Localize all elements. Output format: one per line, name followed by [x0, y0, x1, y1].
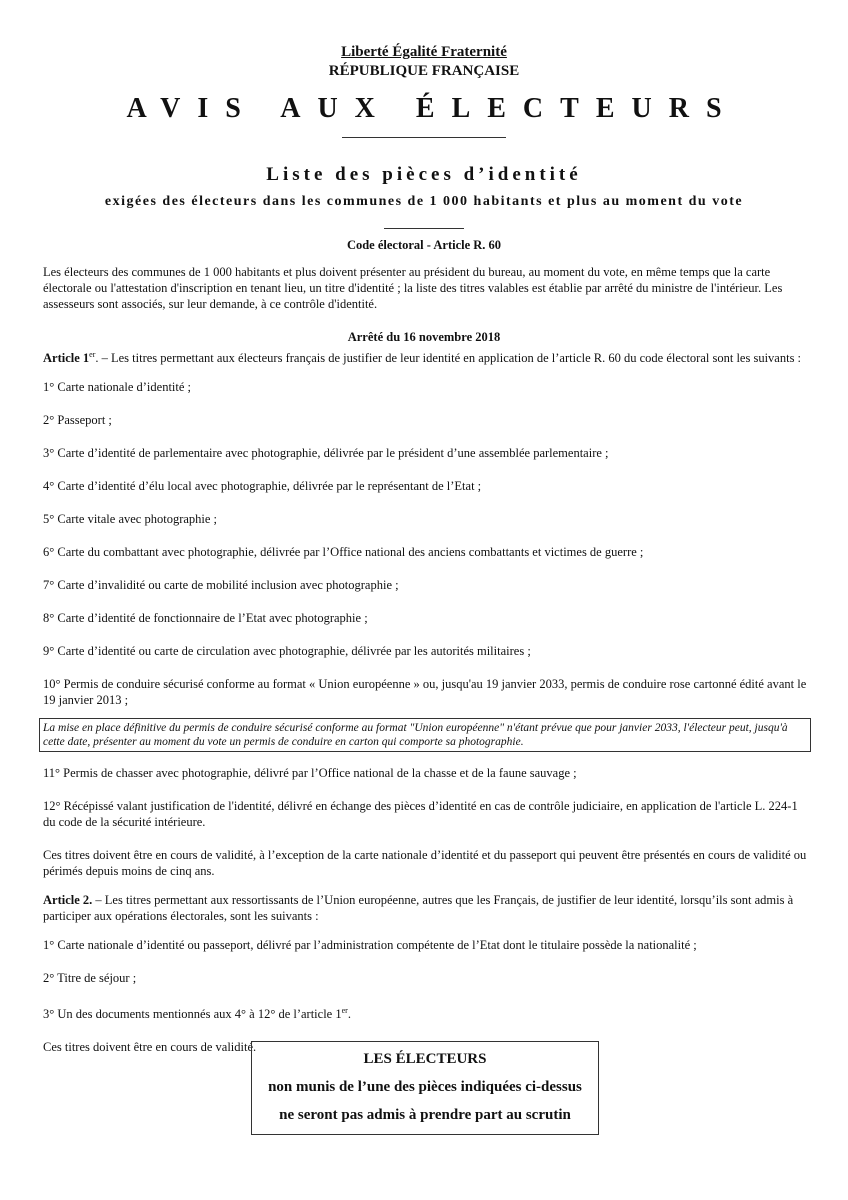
warning-box	[251, 1041, 599, 1135]
article2-validity: Ces titres doivent être en cours de validité.	[43, 1040, 257, 1055]
driving-licence-note: La mise en place définitive du permis de conduire sécurisé conforme au format "Union européenne" n'étant prévue que pour janvier 2033, l'électeur peut, jusqu'à cette date, présenter au moment du vote un permis de conduire en carton qui comporte sa photographie.	[39, 718, 811, 752]
arrete-body	[43, 347, 807, 1068]
republic-motto: Liberté Égalité Fraternité	[341, 44, 507, 60]
list-item: 1° Carte nationale d’identité ou passeport, délivré par l’administration compétente de l’Etat dont le titulaire possède la nationalité ;	[43, 938, 697, 953]
code-text: Les électeurs des communes de 1 000 habitants et plus doivent présenter au président du bureau, au moment du vote, en même temps que la carte électorale ou l'attestation d'inscription en tenant lieu, un titre d'identité ; la liste des titres valables est établie par arrêté du ministre de l'intérieur. Les assesseurs sont associés, sur leur demande, à ce contrôle d'identité.	[43, 265, 783, 311]
article1-sup: er	[89, 350, 96, 359]
list-item: 5° Carte vitale avec photographie ;	[43, 512, 218, 527]
list-item: 12° Récépissé valant justification de l'identité, délivré en échange des pièces d’identité en cas de contrôle judiciaire, en application de l'article L. 224-1 du code de la sécurité intérieure.	[43, 799, 798, 830]
republic-name: RÉPUBLIQUE FRANÇAISE	[328, 63, 520, 79]
article1-validity: Ces titres doivent être en cours de validité, à l’exception de la carte nationale d’identité et du passeport qui peuvent être présentés en cours de validité ou périmés depuis moins de cinq ans.	[43, 848, 807, 879]
article2-label: Article 2.	[43, 893, 93, 908]
list-item: 7° Carte d’invalidité ou carte de mobilité inclusion avec photographie ;	[43, 578, 399, 593]
article1-intro	[43, 347, 807, 366]
list-item: 6° Carte du combattant avec photographie, délivrée par l’Office national des anciens combattants et victimes de guerre ;	[43, 545, 644, 560]
list-item: 10° Permis de conduire sécurisé conforme au format « Union européenne » ou, jusqu'au 19 janvier 2033, permis de conduire rose cartonné édité avant le 19 janvier 2013 ;	[43, 677, 807, 708]
article2-intro-text: – Les titres permettant aux ressortissants de l’Union européenne, autres que les Français, de justifier de leur identité, lorsqu’ils sont admis à participer aux opérations électorales, sont les suivants :	[43, 893, 794, 924]
article1-label: Article 1	[43, 351, 90, 366]
item3-suffix: .	[347, 1007, 351, 1022]
article1-intro-text: . – Les titres permettant aux électeurs français de justifier de leur identité en application de l’article R. 60 du code électoral sont les suivants :	[95, 351, 802, 366]
item3-sup: er	[341, 1006, 348, 1016]
page-title: AVIS AUX ÉLECTEURS	[126, 93, 739, 124]
article2-intro	[43, 892, 807, 924]
list-item: 8° Carte d’identité de fonctionnaire de l’Etat avec photographie ;	[43, 611, 368, 626]
list-item: 11° Permis de chasser avec photographie, délivré par l’Office national de la chasse et de la faune sauvage ;	[43, 766, 577, 781]
arrete-heading: Arrêté du 16 novembre 2018	[347, 330, 501, 344]
list-item: 2° Passeport ;	[43, 413, 112, 428]
subtitle: Liste des pièces d’identité	[266, 164, 582, 185]
divider	[342, 137, 506, 138]
divider	[384, 228, 464, 229]
warning-line-3: ne seront pas admis à prendre part au scrutin	[279, 1107, 571, 1123]
list-item: 1° Carte nationale d’identité ;	[43, 380, 192, 395]
warning-line-1: LES ÉLECTEURS	[363, 1051, 487, 1067]
sub-subtitle: exigées des électeurs dans les communes de 1 000 habitants et plus au moment du vote	[104, 194, 744, 209]
list-item: 2° Titre de séjour ;	[43, 971, 137, 986]
warning-line-2: non munis de l’une des pièces indiquées ci-dessus	[268, 1079, 582, 1095]
list-item: 3° Carte d’identité de parlementaire avec photographie, délivrée par le président d’une assemblée parlementaire ;	[43, 446, 609, 461]
code-heading: Code électoral - Article R. 60	[346, 238, 502, 252]
item3-text: 3° Un des documents mentionnés aux 4° à 12° de l’article 1	[43, 1007, 342, 1022]
list-item: 4° Carte d’identité d’élu local avec photographie, délivrée par le représentant de l’Etat ;	[43, 479, 482, 494]
list-item	[43, 1003, 807, 1022]
list-item: 9° Carte d’identité ou carte de circulation avec photographie, délivrée par les autorités militaires ;	[43, 644, 531, 659]
